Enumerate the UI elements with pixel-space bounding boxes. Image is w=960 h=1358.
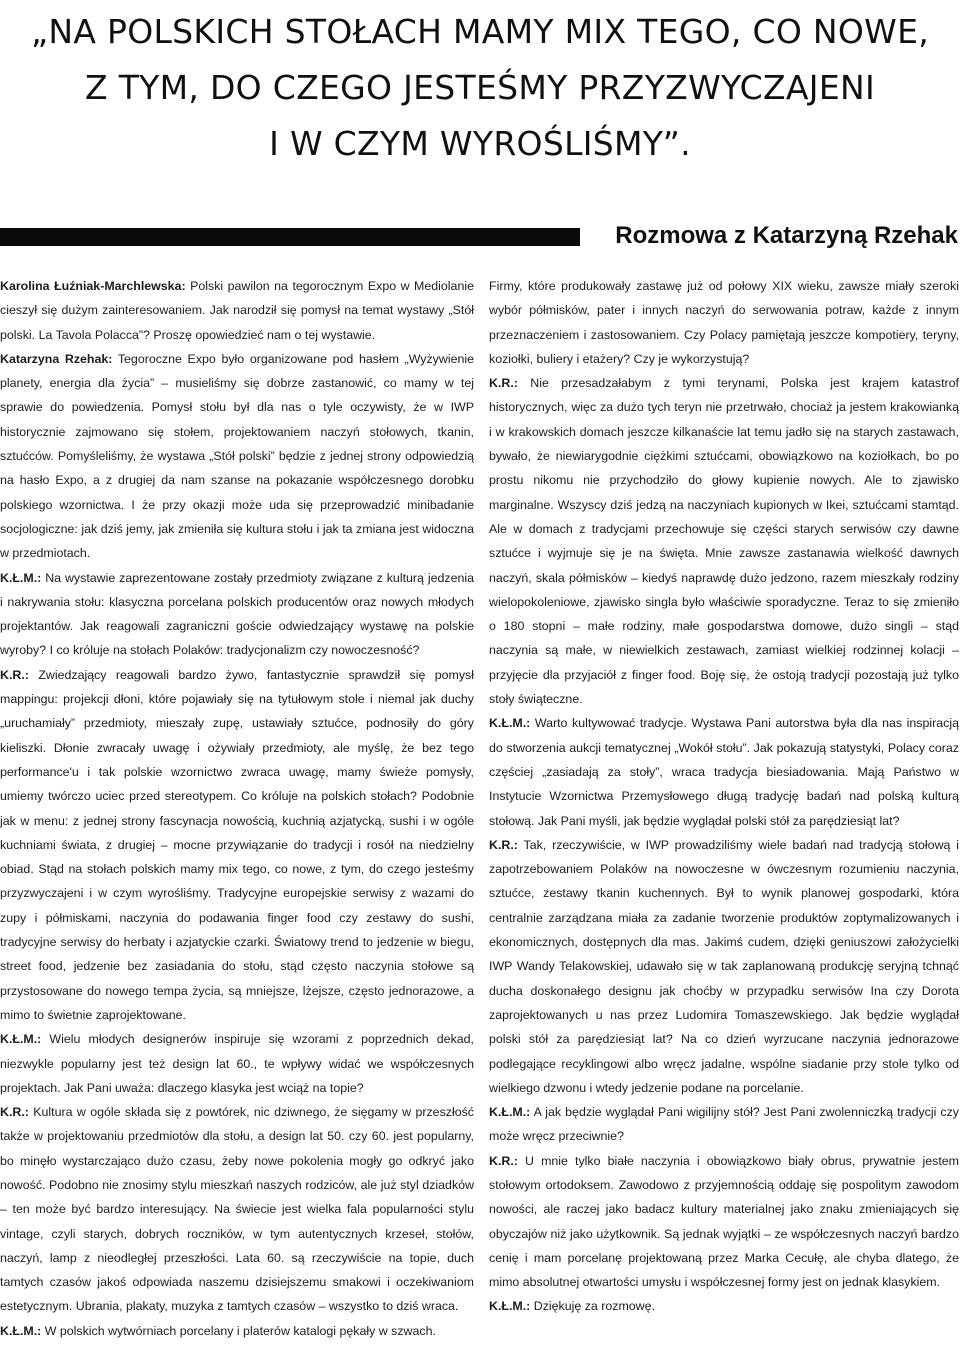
speaker-label: K.R.: [489,376,518,391]
paragraph-text: Firmy, które produkowały zastawę już od połowy XIX wieku, zawsze miały szeroki wybór półmisków, pater i innych naczyń do serwowania potraw, każde z innym przeznaczeniem i zastosowaniem. Czy Polacy pamiętają jeszcze kompotiery, teryny, koziołki, buliery i etażery? Czy je wykorzystują? [489,279,959,366]
paragraph [489,371,959,711]
speaker-label: K.Ł.M.: [0,1323,42,1338]
paragraph-text: U mnie tylko białe naczynia i obowiązkowo biały obrus, prywatnie jestem stołowym ortodoksem. Zawodowo z przyjemnością oddaję się pospolitym zawodom nowości, ale raczej jako badacz kultury materialnej jako znaku zmieniających się obyczajów niż jako użytkownik. Są jednak wyjątki – ze współczesnych naczyń bardzo cenię i mam porcelanę projektowaną przez Marka Cecułę, ale chyba dlatego, że mimo absolutnej otwartości umysłu i współczesnej formy jest on jednak klasykiem. [489,1153,959,1290]
right-column [489,274,959,1319]
speaker-label: Katarzyna Rzehak: [0,351,113,366]
interview-byline: Rozmowa z Katarzyną Rzehak [615,222,958,249]
paragraph-text: A jak będzie wyglądał Pani wigilijny stół? Jest Pani zwolenniczką tradycji czy może wręcz przeciwnie? [489,1105,959,1144]
left-column [0,274,474,1343]
article-title [0,4,960,172]
title-line-3: I W CZYM WYROŚLIŚMY”. [269,124,691,163]
paragraph [489,833,959,1100]
paragraph [0,347,474,566]
speaker-label: Karolina Łuźniak-Marchlewska: [0,279,186,293]
paragraph-text: Zwiedzający reagowali bardzo żywo, fantastycznie sprawdził się pomysł mappingu: projekcji dłoni, które pojawiały się na tytułowym stole i niemal jak duchy „uruchamiały” przedmioty, mieszały zupę, ustawiały sztućce, podnosiły do góry kieliszki. Dłonie zwracały uwagę i ożywiały przedmioty, ale myślę, że bez tego performance'u i tak polskie wzornictwo zwraca uwagę, mamy świeże pomysły, umiemy twórczo uciec przed stereotypem. Co króluje na polskich stołach? Podobnie jak w menu: z jednej strony fascynacja nowością, kuchnią azjatycką, sushi i w ogóle kuchniami świata, z drugiej – mocne przywiązanie do tradycji i rosół na niedzielny obiad. Stąd na stołach polskich mamy mix tego, co nowe, z tym, do czego jesteśmy przyzwyczajeni i w czym wyrośliśmy. Tradycyjne europejskie serwisy z wazami do zupy i półmiskami, naczynia do podawania finger food czy zestawy do sushi, tradycyjne serwisy do herbaty i azjatyckie czarki. Światowy trend to jedzenie w biegu, street food, jedzenie bez zasiadania do stołu, stąd często naczynia stołowe są przystosowane do nowego tempa życia, są mniejsze, lżejsze, często jednorazowe, a mimo to świetnie zaprojektowane. [0,667,474,1022]
paragraph [489,711,959,832]
speaker-label: K.Ł.M.: [0,1032,42,1047]
speaker-label: K.R.: [489,837,518,852]
speaker-label: K.Ł.M.: [489,1299,531,1314]
speaker-label: K.R.: [0,1105,29,1120]
paragraph-text: Polski pawilon na tegorocznym Expo w Mediolanie cieszył się dużym zainteresowaniem. Jak narodził się pomysł na temat wystawy „Stół polski. La Tavola Polacca”? Proszę opowiedzieć nam o tej wystawie. [0,279,474,342]
paragraph [0,566,474,663]
speaker-label: K.Ł.M.: [0,570,42,585]
paragraph-text: Warto kultywować tradycje. Wystawa Pani autorstwa była dla nas inspiracją do stworzenia aukcji tematycznej „Wokół stołu”. Jak pokazują statystyki, Polacy coraz częściej „zasiadają za stoły”, wraca tradycja biesiadowania. Mają Państwo w Instytucie Wzornictwa Przemysłowego długą tradycję badań nad polską kulturą stołową. Jak Pani myśli, jak będzie wyglądał polski stół za parędziesiąt lat? [489,716,959,828]
paragraph-text: Na wystawie zaprezentowane zostały przedmioty związane z kulturą jedzenia i nakrywania stołu: klasyczna porcelana polskich producentów oraz nowych młodych projektantów. Jak reagowali zagraniczni goście odwiedzający wystawę na polskie wyroby? I co króluje na stołach Polaków: tradycjonalizm czy nowoczesność? [0,570,474,658]
title-line-1: „NA POLSKICH STOŁACH MAMY MIX TEGO, CO NOWE, [30,12,930,51]
paragraph [489,274,959,371]
paragraph [0,274,474,347]
speaker-label: K.R.: [489,1153,518,1168]
paragraph-text: Dziękuję za rozmowę. [530,1299,655,1314]
speaker-label: K.Ł.M.: [489,716,531,731]
decorative-black-bar [0,228,580,246]
paragraph [0,1027,474,1100]
paragraph [489,1149,959,1295]
speaker-label: K.Ł.M.: [489,1105,531,1120]
paragraph-text: Tegoroczne Expo było organizowane pod hasłem „Wyżywienie planety, energia dla życia” – musieliśmy się dobrze zastanowić, co mamy w tej sprawie do powiedzenia. Pomysł stołu był dla nas o tyle oczywisty, że w IWP historycznie zajmowano się stołem, projektowaniem naczyń stołowych, tkanin, sztućców. Pomyśleliśmy, że wystawa „Stół polski” będzie z jednej strony odpowiedzią na hasło Expo, a z drugiej da nam szanse na pokazanie współczesnego dorobku polskiego wzornictwa. I że przy okazji może uda się przeprowadzić minibadanie socjologiczne: jak dziś jemy, jak zmieniła się kultura stołu i jak ta zmiana jest widoczna w przedmiotach. [0,351,474,561]
paragraph-text: W polskich wytwórniach porcelany i platerów katalogi pękały w szwach. [41,1323,436,1338]
speaker-label: K.R.: [0,667,29,682]
paragraph-text: Kultura w ogóle składa się z powtórek, nic dziwnego, że sięgamy w przeszłość także w projektowaniu przedmiotów dla stołu, a design lat 50. czy 60. jest popularny, bo minęło wystarczająco dużo czasu, żeby nowe pokolenia mogły go odkryć jako nowość. Podobno nie znosimy stylu mieszkań naszych rodziców, ale już styl dziadków – ten może być bardzo interesujący. Na świecie jest wielka fala popularności stylu vintage, czyli starych, dobrych roczników, w tym autentycznych krzeseł, stołów, naczyń, lamp z nieodległej przeszłości. Lata 60. są rzeczywiście na topie, duch tamtych czasów jakoś odpowiada naszemu dzisiejszemu smakowi i oczekiwaniom estetycznym. Ubrania, plakaty, muzyka z tamtych czasów – wszystko to dziś wraca. [0,1105,474,1314]
paragraph [489,1294,959,1318]
paragraph-text: Nie przesadzałabym z tymi terynami, Polska jest krajem katastrof historycznych, więc za dużo tych teryn nie przetrwało, chociaż ja jestem krakowianką i w krakowskich domach jeszcze kilkanaście lat temu jadło się na starych zastawach, bywało, że niewiarygodnie ciężkimi sztućcami, obowiązkowo na koziołkach, bo po prostu nikomu nie przychodziło do głowy kupienie nowych. Ale to zjawisko marginalne. Wszyscy dziś jedzą na naczyniach kupionych w Ikei, sztućcami stamtąd. Ale w domach z tradycjami przechowuje się części starych serwisów czy dawne sztućce i wyjmuje się je na święta. Mnie zawsze zastanawia wielkość dawnych naczyń, skala półmisków – kiedyś naprawdę dużo jedzono, razem mieszkały rodziny wielopokoleniowe, zjawisko singla było właściwie sporadyczne. Teraz to się zmieniło o 180 stopni – małe rodziny, małe gospodarstwa domowe, dużo singli – stąd naczynia są małe, w niewielkich zestawach, zamiast wielkiej rodzinnej kolacji – przyjęcie dla przyjaciół z finger food. Boję się, że ostoją tradycji pozostają już tylko stoły świąteczne. [489,376,959,707]
paragraph [489,1100,959,1149]
paragraph [0,1100,474,1319]
paragraph-text: Wielu młodych designerów inspiruje się wzorami z poprzednich dekad, niezwykle popularny jest też design lat 60., te wpływy widać we współczesnych projektach. Jak Pani uważa: dlaczego klasyka jest wciąż na topie? [0,1032,474,1095]
paragraph [0,1319,474,1343]
title-line-2: Z TYM, DO CZEGO JESTEŚMY PRZYZWYCZAJENI [85,68,875,107]
paragraph [0,663,474,1027]
paragraph-text: Tak, rzeczywiście, w IWP prowadziliśmy wiele badań nad tradycją stołową i zapotrzebowaniem Polaków na nowoczesne w ówczesnym rozumieniu naczynia, sztućce, zestawy tkanin kuchennych. Był to wynik planowej gospodarki, która centralnie zarządzana miała za zadanie tworzenie produktów zoptymalizowanych i ekonomicznych, dostępnych dla mas. Jakimś cudem, dzięki geniuszowi założycielki IWP Wandy Telakowskiej, udawało się w tak zaplanowaną produkcję seryjną tchnąć ducha doskonałego designu jak choćby w przypadku serwisów Ina czy Dorota zaprojektowanych u nas przez Ludomira Tomaszewskiego. Jak będzie wyglądał polski stół za parędziesiąt lat? Na co dzień wyrzucane naczynia jednorazowe podlegające recyklingowi albo wręcz jadalne, wspólne siadanie przy stole tylko od wielkiego dzwonu i wtedy jedzenie podane na porcelanie. [489,837,959,1095]
